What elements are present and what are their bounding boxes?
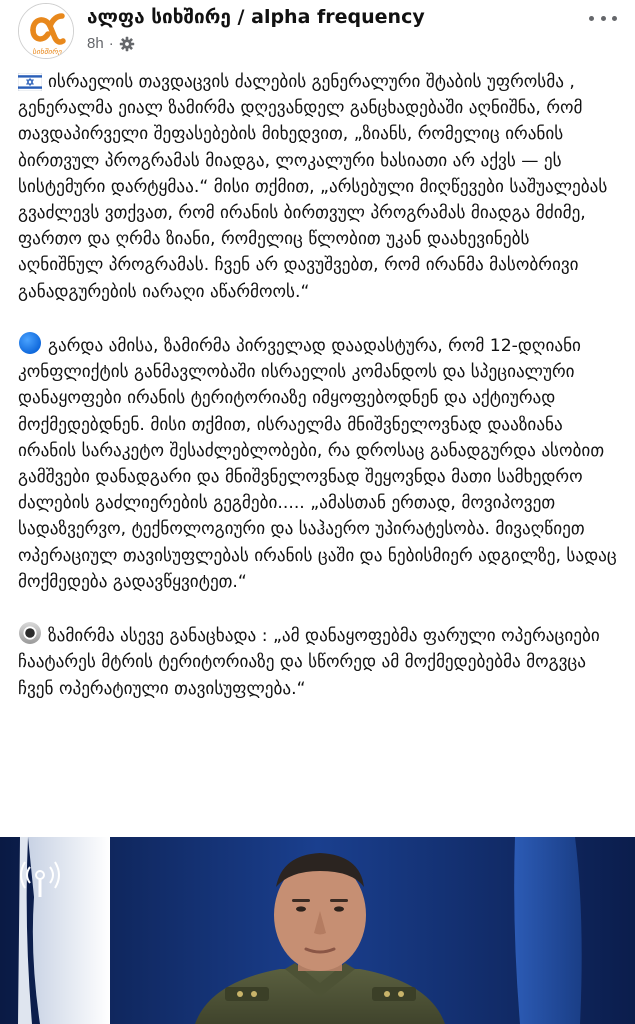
more-dot	[601, 16, 606, 21]
post-paragraph	[18, 331, 620, 595]
radio-button-icon	[18, 621, 42, 645]
video-frame-image	[0, 837, 635, 1024]
post-time[interactable]: 8h	[87, 35, 104, 52]
post-paragraph	[18, 621, 620, 702]
alpha-logo-icon	[19, 4, 74, 59]
page-name-link[interactable]: ალფა სიხშირე / alpha frequency	[87, 6, 425, 28]
avatar[interactable]	[18, 3, 74, 59]
more-dot	[589, 16, 594, 21]
gear-icon	[119, 36, 135, 52]
meta-separator: ·	[108, 35, 114, 52]
post-paragraph	[18, 69, 620, 305]
post-header	[0, 0, 635, 62]
post-meta	[87, 35, 135, 52]
israel-flag-left	[28, 837, 110, 1024]
paragraph-text: ზამირმა ასევე განაცხადა : „ამ დანაყოფებმა ფარული ოპერაციები ჩაატარეს მტრის ტერიტორიაზე და სწორედ ამ მოქმედებებმა მოგვცა ჩვენ ოპერატიული თავისუფლება.“	[18, 626, 600, 699]
more-dot	[612, 16, 617, 21]
blue-circle-icon	[18, 331, 42, 355]
post-text	[18, 69, 620, 702]
paragraph-text: გარდა ამისა, ზამირმა პირველად დაადასტურა, რომ 12-დღიანი კონფლიქტის განმავლობაში ისრაელის კომანდოს და სპეციალური დანაყოფები ირანის ტერიტორიაზე იმყოფებოდნენ და აქტიურად მოქმედებდნენ. მისი თქმით, ისრაელმა მნიშვნელოვნად დააზიანა ირანის სარაკეტო შესაძლებლობები, რა დროსაც განადგურდა ასობით გამშვები დანადგარი და მნიშვნელოვნად შეყოვნდა მათი სამხედრო ძალების გაძლიერების გეგმები..... „ამასთან ერთად, მოვიპოვეთ სადაზვერვო, ტექნოლოგიური და საჰაერო უპირატესობა. მივაღწიეთ ოპერაციულ თავისუფლებას ირანის ცაში და ნებისმიერ ადგილზე, სადაც მოქმედება გადავწყვიტეთ.“	[18, 336, 617, 592]
more-options-button[interactable]	[589, 8, 617, 28]
flag-right	[514, 837, 581, 1024]
svg-text:სიხშირე: სიხშირე	[32, 47, 62, 56]
paragraph-text: ისრაელის თავდაცვის ძალების გენერალური შტაბის უფროსმა , გენერალმა ეიალ ზამირმა დღევანდელ განცხადებაში აღნიშნა, რომ თავდაპირველი შეფასებების მიხედვით, „ზიანს, რომელიც ირანის ბირთვულ პროგრამას მიადგა, ლოკალური ხასიათი არ აქვს — ეს სისტემური დარტყმაა.“ მისი თქმით, „არსებული მიღწევები საშუალებას გვაძლევს ვთქვათ, რომ ირანის ბირთვულ პროგრამას მიადგა მძიმე, ფართო და ღრმა ზიანი, რომელიც წლობით უკან დაახევინებს აღნიშნულ პროგრამას. ჩვენ არ დავუშვებთ, რომ ირანმა მასობრივი განადგურების იარაღი აწარმოოს.“	[18, 72, 608, 302]
israel-flag-icon	[18, 73, 42, 91]
post-video[interactable]	[0, 837, 635, 1024]
